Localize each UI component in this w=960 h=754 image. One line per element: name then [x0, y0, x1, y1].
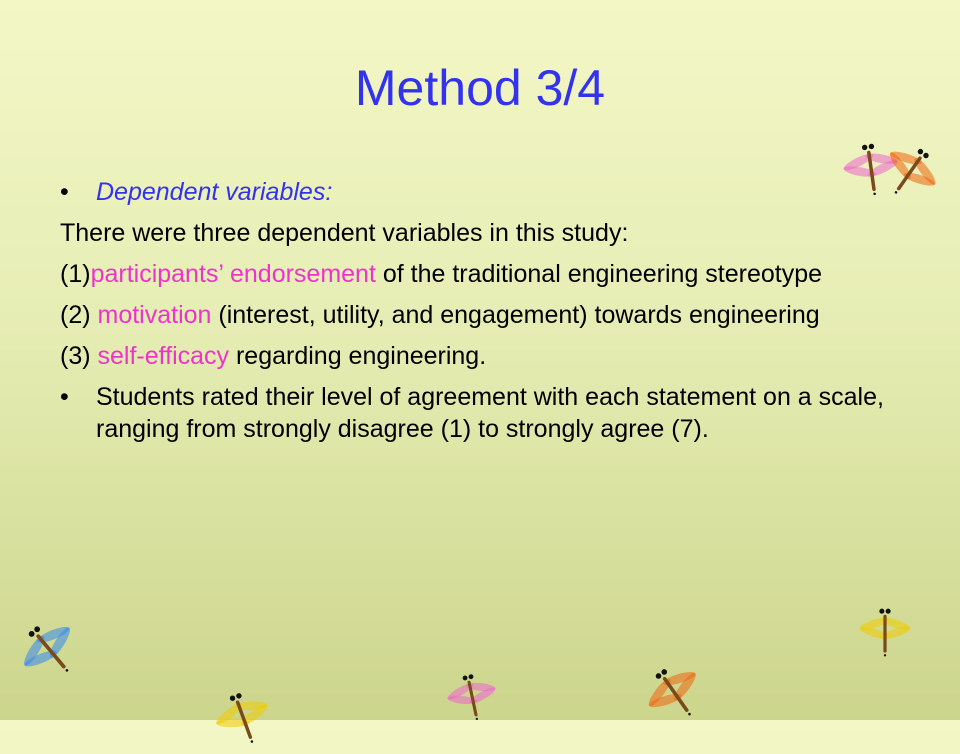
item-text: regarding engineering. — [229, 342, 487, 370]
dragonfly-icon — [5, 605, 92, 692]
slide-title: Method 3/4 — [354, 60, 606, 116]
item-prefix: (1) — [60, 260, 91, 288]
dragonfly-icon — [206, 680, 280, 754]
slide-body — [60, 176, 910, 454]
intro-text: There were three dependent variables in this study: — [60, 219, 629, 247]
bullet-text: Students rated their level of agreement with each statement on a scale, ranging from strongly disagree (1) to strongly agree (7). — [96, 383, 884, 443]
dragonfly-icon — [441, 663, 504, 729]
dragonfly-icon — [632, 650, 716, 734]
bullet-dot: • — [60, 178, 69, 206]
bullet-dependent-variables — [60, 176, 910, 208]
list-item-1 — [60, 258, 910, 290]
list-item-3 — [60, 340, 910, 372]
dragonfly-icon — [856, 604, 914, 658]
item-text: of the traditional engineering stereotype — [375, 260, 823, 288]
item-highlight: motivation — [97, 301, 212, 329]
list-item-2 — [60, 299, 910, 331]
item-highlight: self-efficacy — [97, 342, 230, 370]
bullet-rating-scale — [60, 381, 910, 445]
bullet-heading: Dependent variables: — [96, 178, 333, 206]
item-prefix: (2) — [60, 301, 98, 329]
bullet-dot: • — [60, 383, 69, 411]
item-prefix: (3) — [60, 342, 98, 370]
item-highlight: participants’ endorsement — [90, 260, 376, 288]
item-text: (interest, utility, and engagement) towards engineering — [211, 301, 820, 329]
